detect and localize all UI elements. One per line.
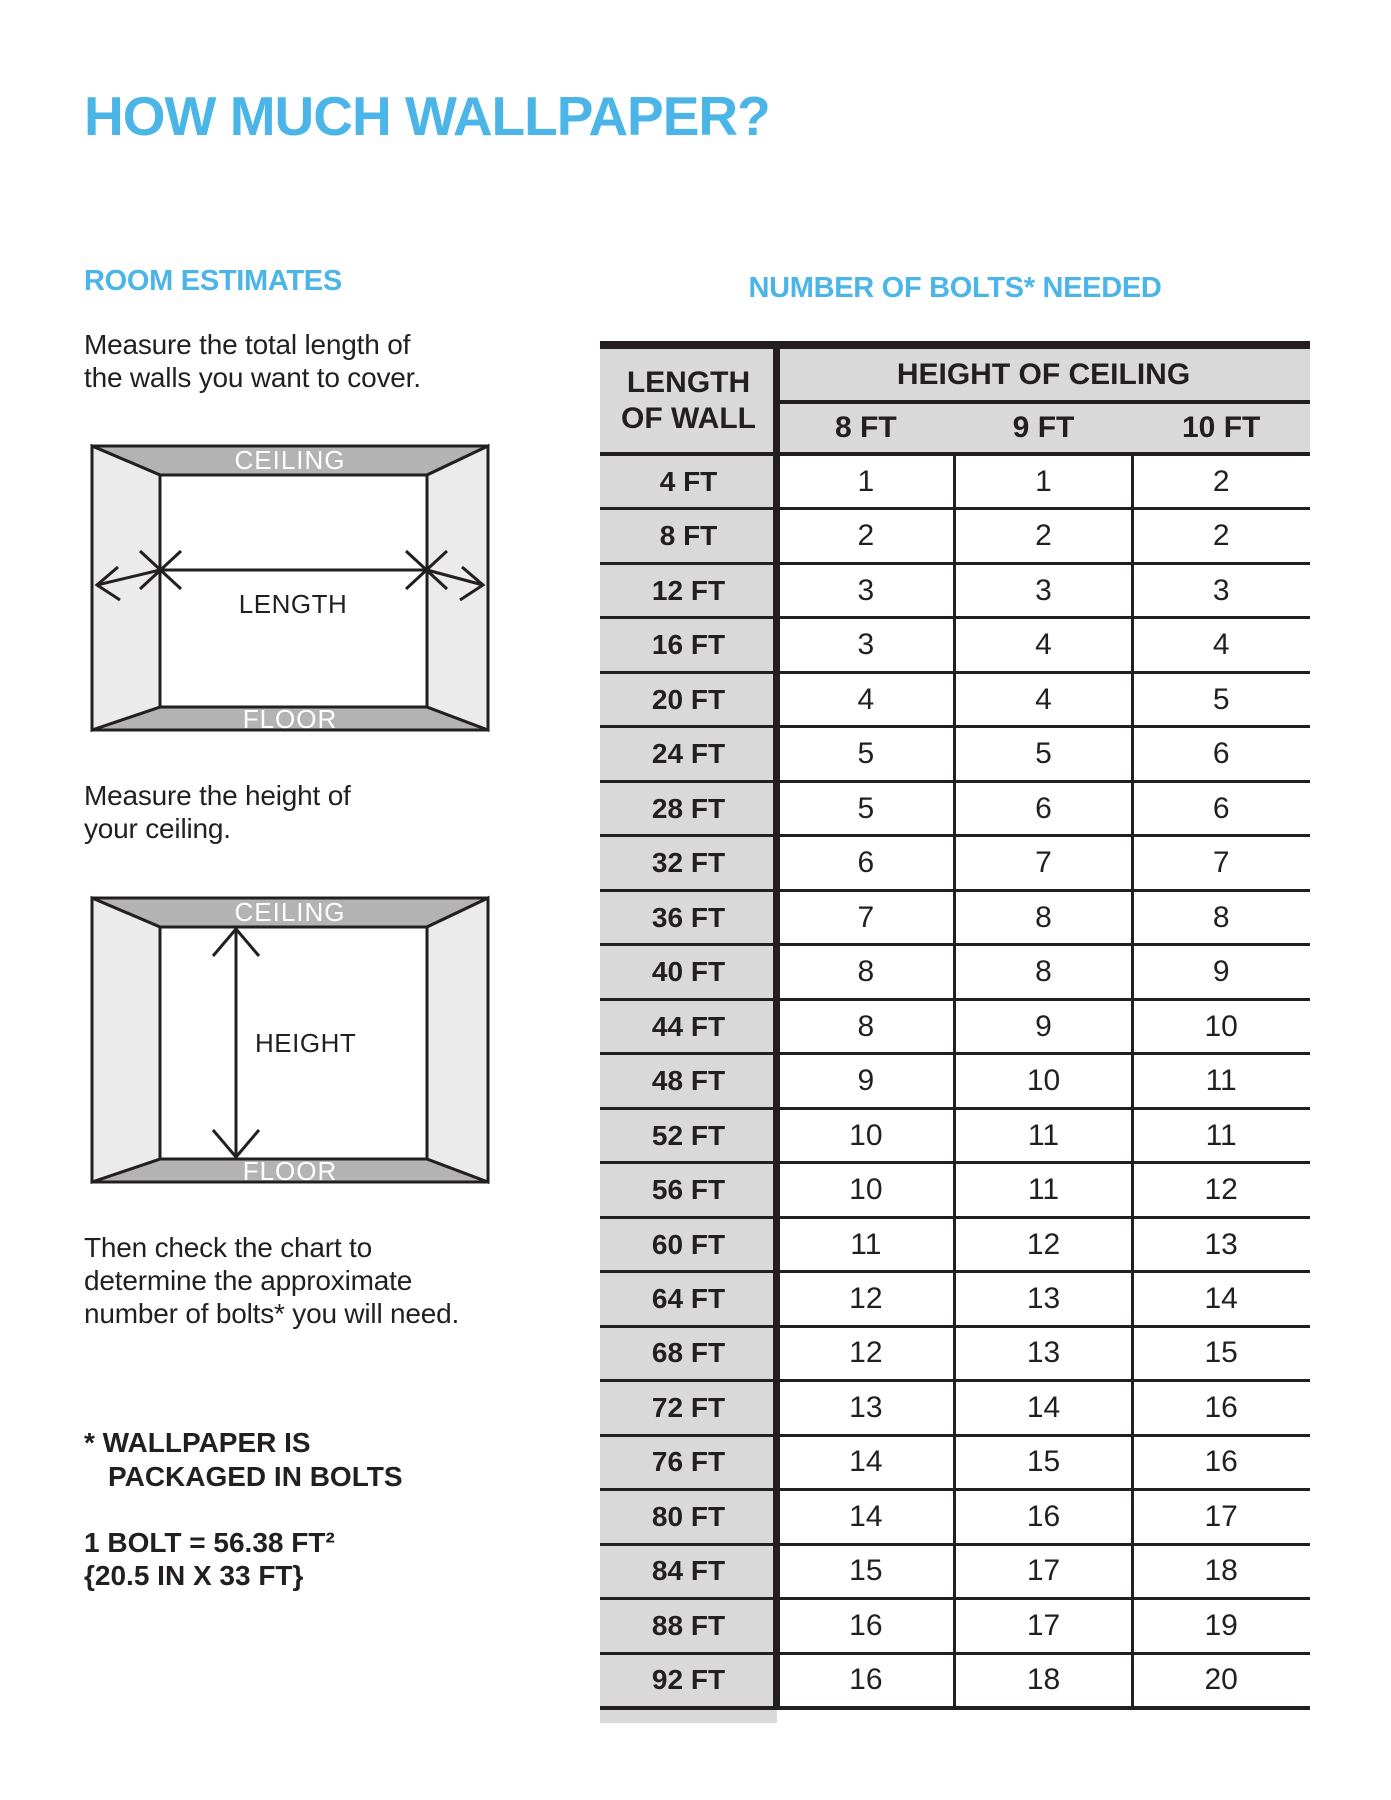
row-label: 48 FT [600, 1055, 777, 1106]
floor-label: FLOOR [242, 1156, 338, 1186]
row-value-8ft: 1 [777, 456, 955, 507]
row-value-9ft: 14 [955, 1382, 1133, 1433]
column-headers-row [777, 404, 1310, 452]
row-value-8ft: 10 [777, 1110, 955, 1161]
row-value-10ft: 3 [1132, 565, 1310, 616]
step1-line2: the walls you want to cover. [84, 362, 421, 393]
row-value-8ft: 6 [777, 837, 955, 888]
ceiling-label: CEILING [234, 897, 346, 927]
wallpaper-footnote [84, 1426, 403, 1494]
row-value-10ft: 18 [1132, 1546, 1310, 1597]
row-value-8ft: 15 [777, 1546, 955, 1597]
row-value-8ft: 5 [777, 728, 955, 779]
floor-label: FLOOR [242, 704, 338, 734]
row-value-9ft: 15 [955, 1437, 1133, 1488]
row-value-9ft: 1 [955, 456, 1133, 507]
step3-line3: number of bolts* you will need. [84, 1298, 460, 1329]
step3-line2: determine the approximate [84, 1265, 413, 1296]
step1-line1: Measure the total length of [84, 329, 411, 360]
row-label: 32 FT [600, 837, 777, 888]
row-value-10ft: 9 [1132, 946, 1310, 997]
row-value-9ft: 8 [955, 946, 1133, 997]
row-value-9ft: 18 [955, 1655, 1133, 1706]
row-label: 24 FT [600, 728, 777, 779]
row-value-8ft: 13 [777, 1382, 955, 1433]
row-value-8ft: 8 [777, 1001, 955, 1052]
row-value-10ft: 11 [1132, 1055, 1310, 1106]
length-label: LENGTH [238, 589, 348, 619]
bolt-size-info [84, 1526, 335, 1592]
page-title: HOW MUCH WALLPAPER? [84, 85, 770, 147]
table-vertical-rule-1 [953, 456, 956, 1706]
row-value-10ft: 12 [1132, 1164, 1310, 1215]
row-value-9ft: 11 [955, 1110, 1133, 1161]
row-label: 16 FT [600, 619, 777, 670]
row-value-9ft: 3 [955, 565, 1133, 616]
row-value-8ft: 10 [777, 1164, 955, 1215]
row-value-10ft: 2 [1132, 510, 1310, 561]
bolt-info-line2: {20.5 IN X 33 FT} [84, 1560, 304, 1591]
row-label: 76 FT [600, 1437, 777, 1488]
right-wall-shape [427, 898, 488, 1182]
table-top-border [600, 341, 1310, 349]
row-label: 56 FT [600, 1164, 777, 1215]
row-value-9ft: 13 [955, 1328, 1133, 1379]
row-value-8ft: 12 [777, 1273, 955, 1324]
row-value-9ft: 12 [955, 1219, 1133, 1270]
row-header-line1: LENGTH [626, 365, 751, 399]
row-value-10ft: 11 [1132, 1110, 1310, 1161]
row-value-8ft: 16 [777, 1600, 955, 1651]
row-value-9ft: 9 [955, 1001, 1133, 1052]
row-value-10ft: 20 [1132, 1655, 1310, 1706]
row-value-10ft: 6 [1132, 783, 1310, 834]
row-value-10ft: 7 [1132, 837, 1310, 888]
row-label: 52 FT [600, 1110, 777, 1161]
row-value-10ft: 4 [1132, 619, 1310, 670]
left-wall-shape [92, 898, 160, 1182]
table-thick-vertical-rule [773, 349, 780, 1710]
table-vertical-rule-2 [1131, 456, 1134, 1706]
row-label: 40 FT [600, 946, 777, 997]
row-value-9ft: 17 [955, 1600, 1133, 1651]
bolt-info-line1: 1 BOLT = 56.38 FT² [84, 1527, 335, 1558]
row-label: 64 FT [600, 1273, 777, 1324]
row-value-8ft: 16 [777, 1655, 955, 1706]
row-value-9ft: 7 [955, 837, 1133, 888]
row-label: 72 FT [600, 1382, 777, 1433]
step2-line1: Measure the height of [84, 780, 351, 811]
row-label: 20 FT [600, 674, 777, 725]
footnote-line1: * WALLPAPER IS [84, 1427, 311, 1458]
row-value-9ft: 6 [955, 783, 1133, 834]
row-value-8ft: 4 [777, 674, 955, 725]
row-value-10ft: 16 [1132, 1382, 1310, 1433]
row-value-8ft: 5 [777, 783, 955, 834]
ceiling-label: CEILING [234, 445, 346, 475]
room-length-diagram [85, 439, 495, 737]
row-value-8ft: 9 [777, 1055, 955, 1106]
column-header-region [777, 349, 1310, 452]
step2-text [84, 779, 351, 845]
column-group-header: HEIGHT OF CEILING [896, 357, 1191, 391]
row-value-10ft: 17 [1132, 1491, 1310, 1542]
row-value-9ft: 4 [955, 619, 1133, 670]
row-value-10ft: 6 [1132, 728, 1310, 779]
row-value-10ft: 5 [1132, 674, 1310, 725]
col-header-8ft: 8 FT [835, 411, 897, 444]
row-value-9ft: 11 [955, 1164, 1133, 1215]
row-value-9ft: 4 [955, 674, 1133, 725]
table-bottom-strip [600, 1710, 777, 1723]
row-value-8ft: 14 [777, 1437, 955, 1488]
row-label: 36 FT [600, 892, 777, 943]
footnote-line2: PACKAGED IN BOLTS [108, 1461, 403, 1492]
bolts-table-heading: NUMBER OF BOLTS* NEEDED [748, 272, 1162, 304]
row-label: 68 FT [600, 1328, 777, 1379]
col-header-9ft: 9 FT [1012, 411, 1075, 444]
row-value-9ft: 8 [955, 892, 1133, 943]
step3-text [84, 1231, 459, 1330]
row-value-8ft: 3 [777, 565, 955, 616]
row-value-9ft: 10 [955, 1055, 1133, 1106]
row-value-10ft: 8 [1132, 892, 1310, 943]
row-label: 80 FT [600, 1491, 777, 1542]
step1-text [84, 328, 421, 394]
row-label: 84 FT [600, 1546, 777, 1597]
row-value-8ft: 7 [777, 892, 955, 943]
row-label: 60 FT [600, 1219, 777, 1270]
row-value-8ft: 14 [777, 1491, 955, 1542]
row-value-9ft: 2 [955, 510, 1133, 561]
row-value-8ft: 12 [777, 1328, 955, 1379]
height-label: HEIGHT [255, 1028, 357, 1058]
col-header-10ft: 10 FT [1182, 411, 1261, 444]
row-value-10ft: 13 [1132, 1219, 1310, 1270]
row-label: 88 FT [600, 1600, 777, 1651]
step2-line2: your ceiling. [84, 813, 231, 844]
row-value-9ft: 16 [955, 1491, 1133, 1542]
row-label: 28 FT [600, 783, 777, 834]
row-value-9ft: 17 [955, 1546, 1133, 1597]
row-value-10ft: 10 [1132, 1001, 1310, 1052]
row-value-10ft: 2 [1132, 456, 1310, 507]
row-label: 8 FT [600, 510, 777, 561]
row-value-9ft: 13 [955, 1273, 1133, 1324]
ceiling-height-diagram [85, 891, 495, 1189]
row-value-10ft: 16 [1132, 1437, 1310, 1488]
row-label: 92 FT [600, 1655, 777, 1706]
row-value-10ft: 19 [1132, 1600, 1310, 1651]
row-value-8ft: 11 [777, 1219, 955, 1270]
row-value-10ft: 14 [1132, 1273, 1310, 1324]
row-label: 12 FT [600, 565, 777, 616]
row-value-8ft: 2 [777, 510, 955, 561]
row-value-10ft: 15 [1132, 1328, 1310, 1379]
row-header-line2: OF WALL [621, 401, 756, 435]
step3-line1: Then check the chart to [84, 1232, 373, 1263]
row-value-9ft: 5 [955, 728, 1133, 779]
row-header-cell [600, 349, 777, 452]
room-estimates-heading: ROOM ESTIMATES [84, 265, 342, 297]
row-value-8ft: 8 [777, 946, 955, 997]
row-label: 44 FT [600, 1001, 777, 1052]
row-value-8ft: 3 [777, 619, 955, 670]
row-label: 4 FT [600, 456, 777, 507]
